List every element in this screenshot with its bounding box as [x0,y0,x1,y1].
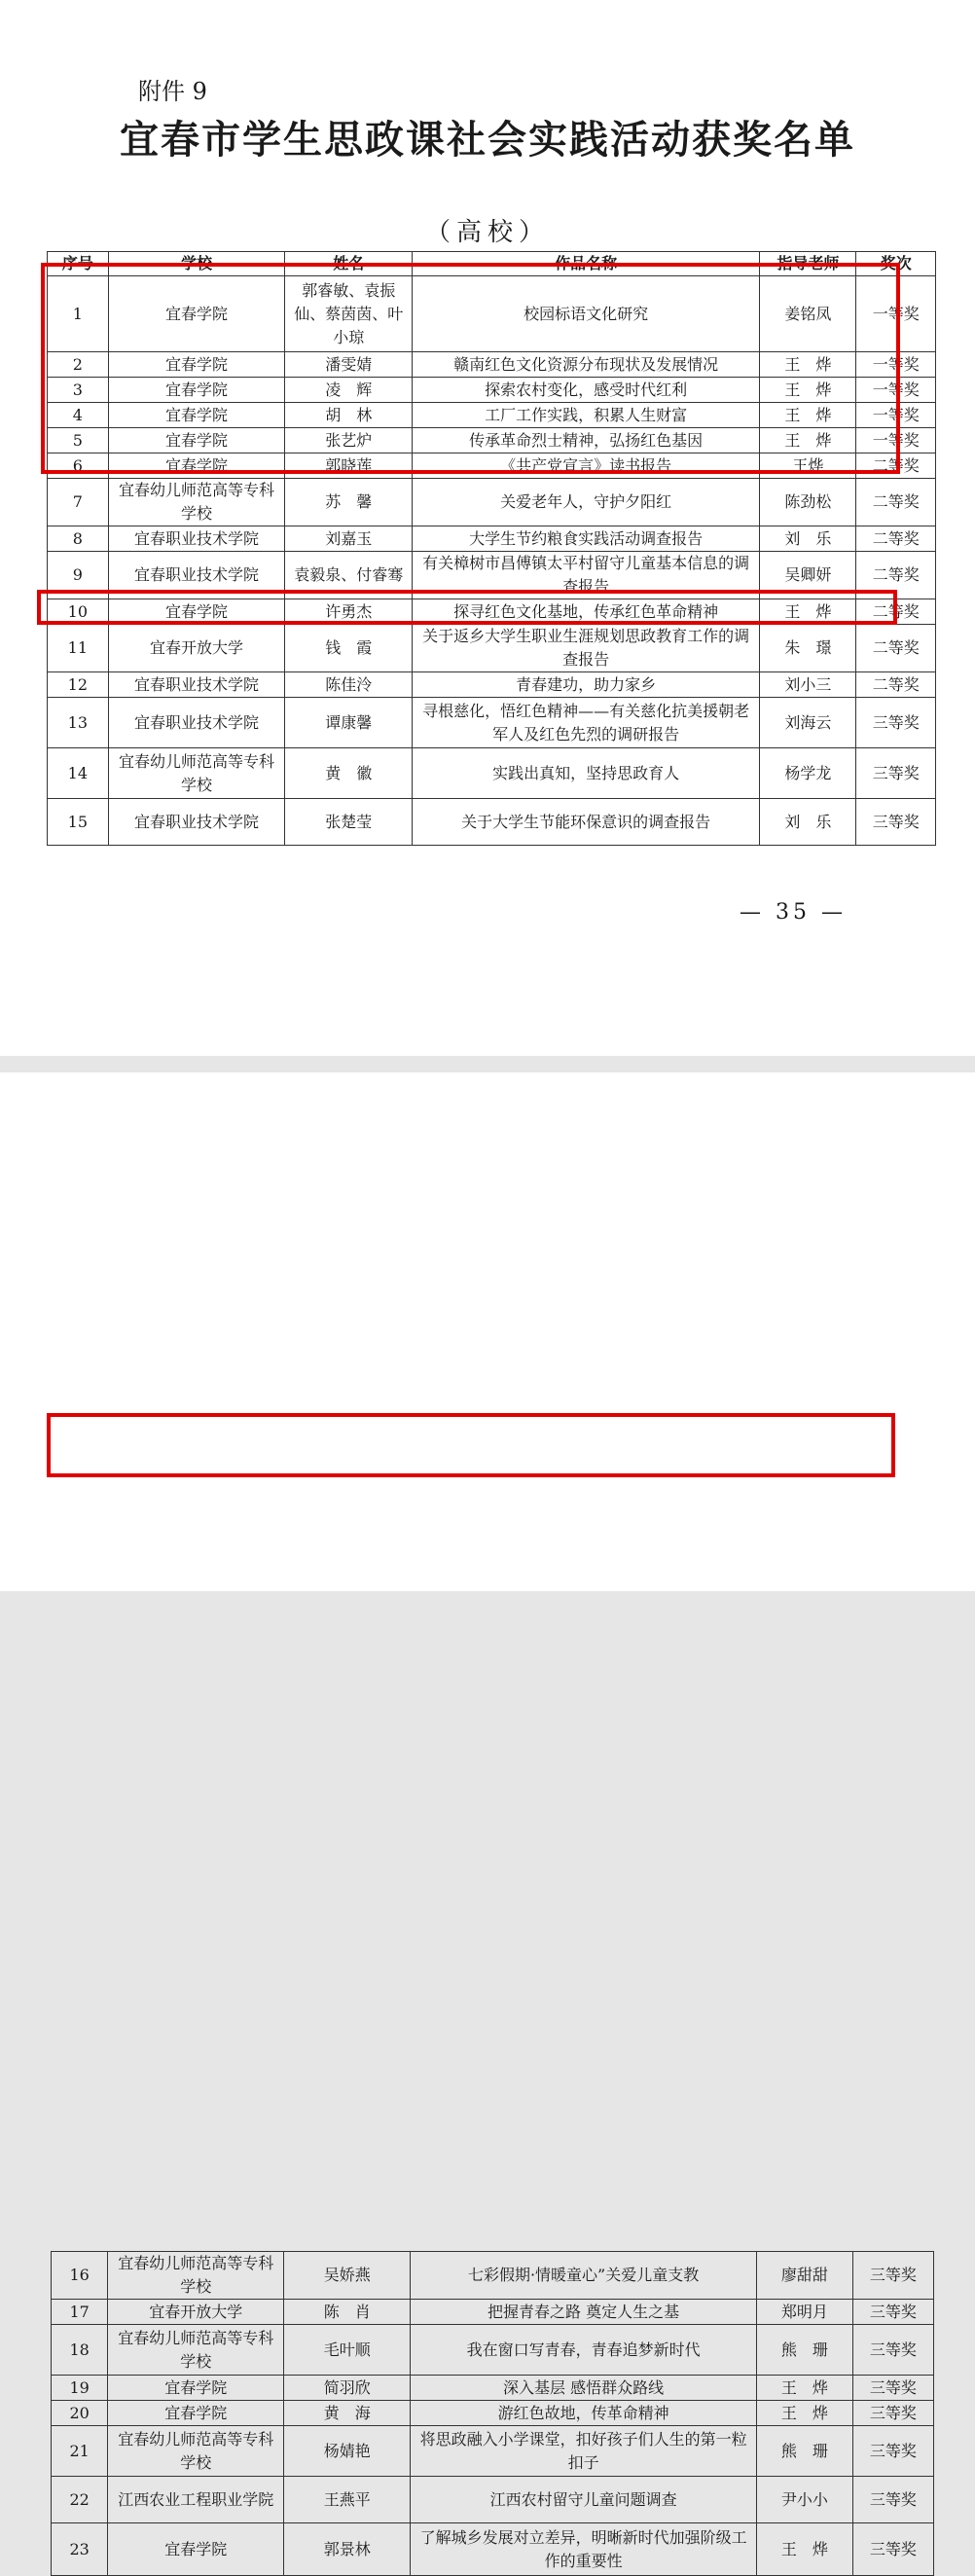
cell-work: 传承革命烈士精神，弘扬红色基因 [412,428,759,454]
cell-no: 14 [48,748,109,799]
cell-award: 二等奖 [856,454,936,479]
page-number: — 35 — [740,900,847,925]
cell-school: 宜春幼儿师范高等专科学校 [108,2252,284,2300]
cell-name: 黄 海 [284,2401,411,2426]
cell-no: 16 [52,2252,108,2300]
cell-name: 简羽欣 [284,2376,411,2401]
cell-work: 江西农村留守儿童问题调查 [411,2477,757,2523]
cell-name: 杨婧艳 [284,2426,411,2477]
cell-teacher: 王 烨 [756,2401,852,2426]
header-award: 奖次 [856,252,936,276]
cell-award: 一等奖 [856,428,936,454]
cell-award: 三等奖 [852,2523,933,2576]
cell-work: 关于返乡大学生职业生涯规划思政教育工作的调查报告 [412,625,759,672]
cell-no: 9 [48,552,109,599]
cell-teacher: 姜铭凤 [760,276,856,352]
cell-school: 宜春幼儿师范高等专科学校 [108,2426,284,2477]
cell-name: 凌 辉 [285,378,413,403]
cell-work: 深入基层 感悟群众路线 [411,2376,757,2401]
cell-work: 大学生节约粮食实践活动调查报告 [412,526,759,552]
cell-no: 22 [52,2477,108,2523]
cell-work: 将思政融入小学课堂，扣好孩子们人生的第一粒扣子 [411,2426,757,2477]
cell-name: 毛叶顺 [284,2325,411,2376]
cell-school: 宜春学院 [108,352,285,378]
table-row [52,2325,934,2376]
cell-award: 三等奖 [852,2376,933,2401]
cell-teacher: 刘 乐 [760,526,856,552]
cell-award: 一等奖 [856,352,936,378]
cell-name: 王燕平 [284,2477,411,2523]
cell-name: 刘嘉玉 [285,526,413,552]
cell-teacher: 王 烨 [756,2523,852,2576]
cell-name: 郭景林 [284,2523,411,2576]
table-row [48,552,936,599]
cell-teacher: 尹小小 [756,2477,852,2523]
cell-award: 三等奖 [852,2325,933,2376]
cell-teacher: 王 烨 [760,403,856,428]
highlight-box-row-23 [47,1413,895,1477]
cell-teacher: 王 烨 [760,378,856,403]
cell-award: 三等奖 [856,748,936,799]
header-no: 序号 [48,252,109,276]
cell-school: 宜春学院 [108,2401,284,2426]
cell-award: 二等奖 [856,552,936,599]
table-header-row [48,252,936,276]
cell-work: 寻根慈化，悟红色精神——有关慈化抗美援朝老军人及红色先烈的调研报告 [412,698,759,748]
cell-work: 校园标语文化研究 [412,276,759,352]
cell-no: 23 [52,2523,108,2576]
cell-teacher: 刘小三 [760,672,856,698]
cell-no: 2 [48,352,109,378]
cell-school: 宜春职业技术学院 [108,552,285,599]
cell-no: 13 [48,698,109,748]
cell-teacher: 朱 璟 [760,625,856,672]
table-row [48,698,936,748]
cell-work: 探寻红色文化基地，传承红色革命精神 [412,599,759,625]
cell-school: 宜春学院 [108,428,285,454]
cell-work: 实践出真知，坚持思政育人 [412,748,759,799]
cell-school: 宜春幼儿师范高等专科学校 [108,748,285,799]
table-row [52,2252,934,2300]
cell-school: 宜春职业技术学院 [108,698,285,748]
cell-award: 二等奖 [856,526,936,552]
cell-school: 宜春学院 [108,599,285,625]
cell-award: 三等奖 [856,799,936,846]
cell-work: 了解城乡发展对立差异，明晰新时代加强阶级工作的重要性 [411,2523,757,2576]
table-row [48,454,936,479]
cell-work: 青春建功，助力家乡 [412,672,759,698]
table-row [52,2477,934,2523]
cell-name: 郭晓莲 [285,454,413,479]
cell-teacher: 王 烨 [760,428,856,454]
cell-name: 陈 肖 [284,2300,411,2325]
cell-teacher: 刘 乐 [760,799,856,846]
cell-no: 15 [48,799,109,846]
cell-no: 21 [52,2426,108,2477]
cell-name: 黄 徽 [285,748,413,799]
cell-school: 宜春学院 [108,2523,284,2576]
cell-teacher: 杨学龙 [760,748,856,799]
cell-name: 吴娇燕 [284,2252,411,2300]
cell-award: 一等奖 [856,403,936,428]
cell-award: 三等奖 [852,2252,933,2300]
cell-no: 17 [52,2300,108,2325]
table-row [48,378,936,403]
cell-school: 宜春学院 [108,2376,284,2401]
cell-teacher: 廖甜甜 [756,2252,852,2300]
table-row [48,276,936,352]
cell-name: 苏 馨 [285,479,413,526]
cell-award: 二等奖 [856,625,936,672]
cell-award: 一等奖 [856,276,936,352]
cell-school: 宜春幼儿师范高等专科学校 [108,479,285,526]
cell-work: 把握青春之路 奠定人生之基 [411,2300,757,2325]
cell-school: 宜春学院 [108,378,285,403]
header-teacher: 指导老师 [760,252,856,276]
cell-teacher: 陈劲松 [760,479,856,526]
table-row [48,672,936,698]
table-row [52,2376,934,2401]
cell-name: 胡 林 [285,403,413,428]
cell-work: 游红色故地，传革命精神 [411,2401,757,2426]
table-row [52,2401,934,2426]
cell-work: 我在窗口写青春，青春追梦新时代 [411,2325,757,2376]
cell-name: 潘雯婧 [285,352,413,378]
cell-name: 谭康馨 [285,698,413,748]
cell-award: 三等奖 [852,2401,933,2426]
cell-teacher: 郑明月 [756,2300,852,2325]
cell-school: 宜春开放大学 [108,2300,284,2325]
cell-teacher: 王 烨 [760,599,856,625]
cell-teacher: 熊 珊 [756,2426,852,2477]
cell-name: 郭睿敏、袁振仙、蔡茵茵、叶小琼 [285,276,413,352]
cell-work: 关爱老年人，守护夕阳红 [412,479,759,526]
table-row [48,403,936,428]
cell-work: 有关樟树市昌傅镇太平村留守儿童基本信息的调查报告 [412,552,759,599]
cell-no: 18 [52,2325,108,2376]
table-row [48,748,936,799]
cell-no: 12 [48,672,109,698]
cell-school: 宜春职业技术学院 [108,526,285,552]
cell-no: 3 [48,378,109,403]
cell-school: 宜春学院 [108,276,285,352]
table-row [52,2300,934,2325]
table-row [52,2426,934,2477]
document-page-1 [0,0,975,1056]
cell-award: 三等奖 [852,2300,933,2325]
cell-no: 8 [48,526,109,552]
cell-award: 三等奖 [856,698,936,748]
cell-no: 5 [48,428,109,454]
table-row [48,799,936,846]
cell-award: 二等奖 [856,479,936,526]
table-row [48,526,936,552]
cell-award: 二等奖 [856,599,936,625]
document-title: 宜春市学生思政课社会实践活动获奖名单 [120,117,855,163]
cell-name: 张艺炉 [285,428,413,454]
header-school: 学校 [108,252,285,276]
table-row [48,599,936,625]
cell-work: 工厂工作实践，积累人生财富 [412,403,759,428]
cell-no: 1 [48,276,109,352]
cell-teacher: 刘海云 [760,698,856,748]
cell-name: 张楚莹 [285,799,413,846]
document-subtitle: （高校） [424,218,550,247]
cell-name: 许勇杰 [285,599,413,625]
cell-work: 赣南红色文化资源分布现状及发展情况 [412,352,759,378]
table-row [48,625,936,672]
cell-no: 20 [52,2401,108,2426]
cell-work: 关于大学生节能环保意识的调查报告 [412,799,759,846]
cell-award: 三等奖 [852,2426,933,2477]
document-page-2 [0,1072,975,2570]
cell-school: 江西农业工程职业学院 [108,2477,284,2523]
award-table-page-1 [47,251,936,846]
cell-school: 宜春开放大学 [108,625,285,672]
cell-no: 4 [48,403,109,428]
cell-school: 宜春学院 [108,403,285,428]
table-row [48,428,936,454]
cell-work: 七彩假期·情暖童心”关爱儿童支教 [411,2252,757,2300]
table-row [52,2523,934,2576]
cell-school: 宜春学院 [108,454,285,479]
cell-teacher: 熊 珊 [756,2325,852,2376]
cell-award: 二等奖 [856,672,936,698]
award-table-page-2 [51,2251,934,2576]
cell-award: 一等奖 [856,378,936,403]
table-row [48,479,936,526]
cell-no: 19 [52,2376,108,2401]
cell-teacher: 王 烨 [756,2376,852,2401]
cell-school: 宜春职业技术学院 [108,799,285,846]
table-row [48,352,936,378]
cell-name: 陈佳泠 [285,672,413,698]
attachment-label: 附件 9 [138,78,207,105]
cell-work: 探索农村变化，感受时代红利 [412,378,759,403]
cell-name: 钱 霞 [285,625,413,672]
cell-award: 三等奖 [852,2477,933,2523]
cell-teacher: 王 烨 [760,352,856,378]
cell-no: 7 [48,479,109,526]
header-name: 姓名 [285,252,413,276]
cell-teacher: 吴卿妍 [760,552,856,599]
cell-work: 《共产党宣言》读书报告 [412,454,759,479]
cell-no: 10 [48,599,109,625]
cell-teacher: 王烨 [760,454,856,479]
cell-name: 袁毅泉、付睿骞 [285,552,413,599]
cell-no: 11 [48,625,109,672]
cell-school: 宜春职业技术学院 [108,672,285,698]
header-work: 作品名称 [412,252,759,276]
cell-school: 宜春幼儿师范高等专科学校 [108,2325,284,2376]
cell-no: 6 [48,454,109,479]
